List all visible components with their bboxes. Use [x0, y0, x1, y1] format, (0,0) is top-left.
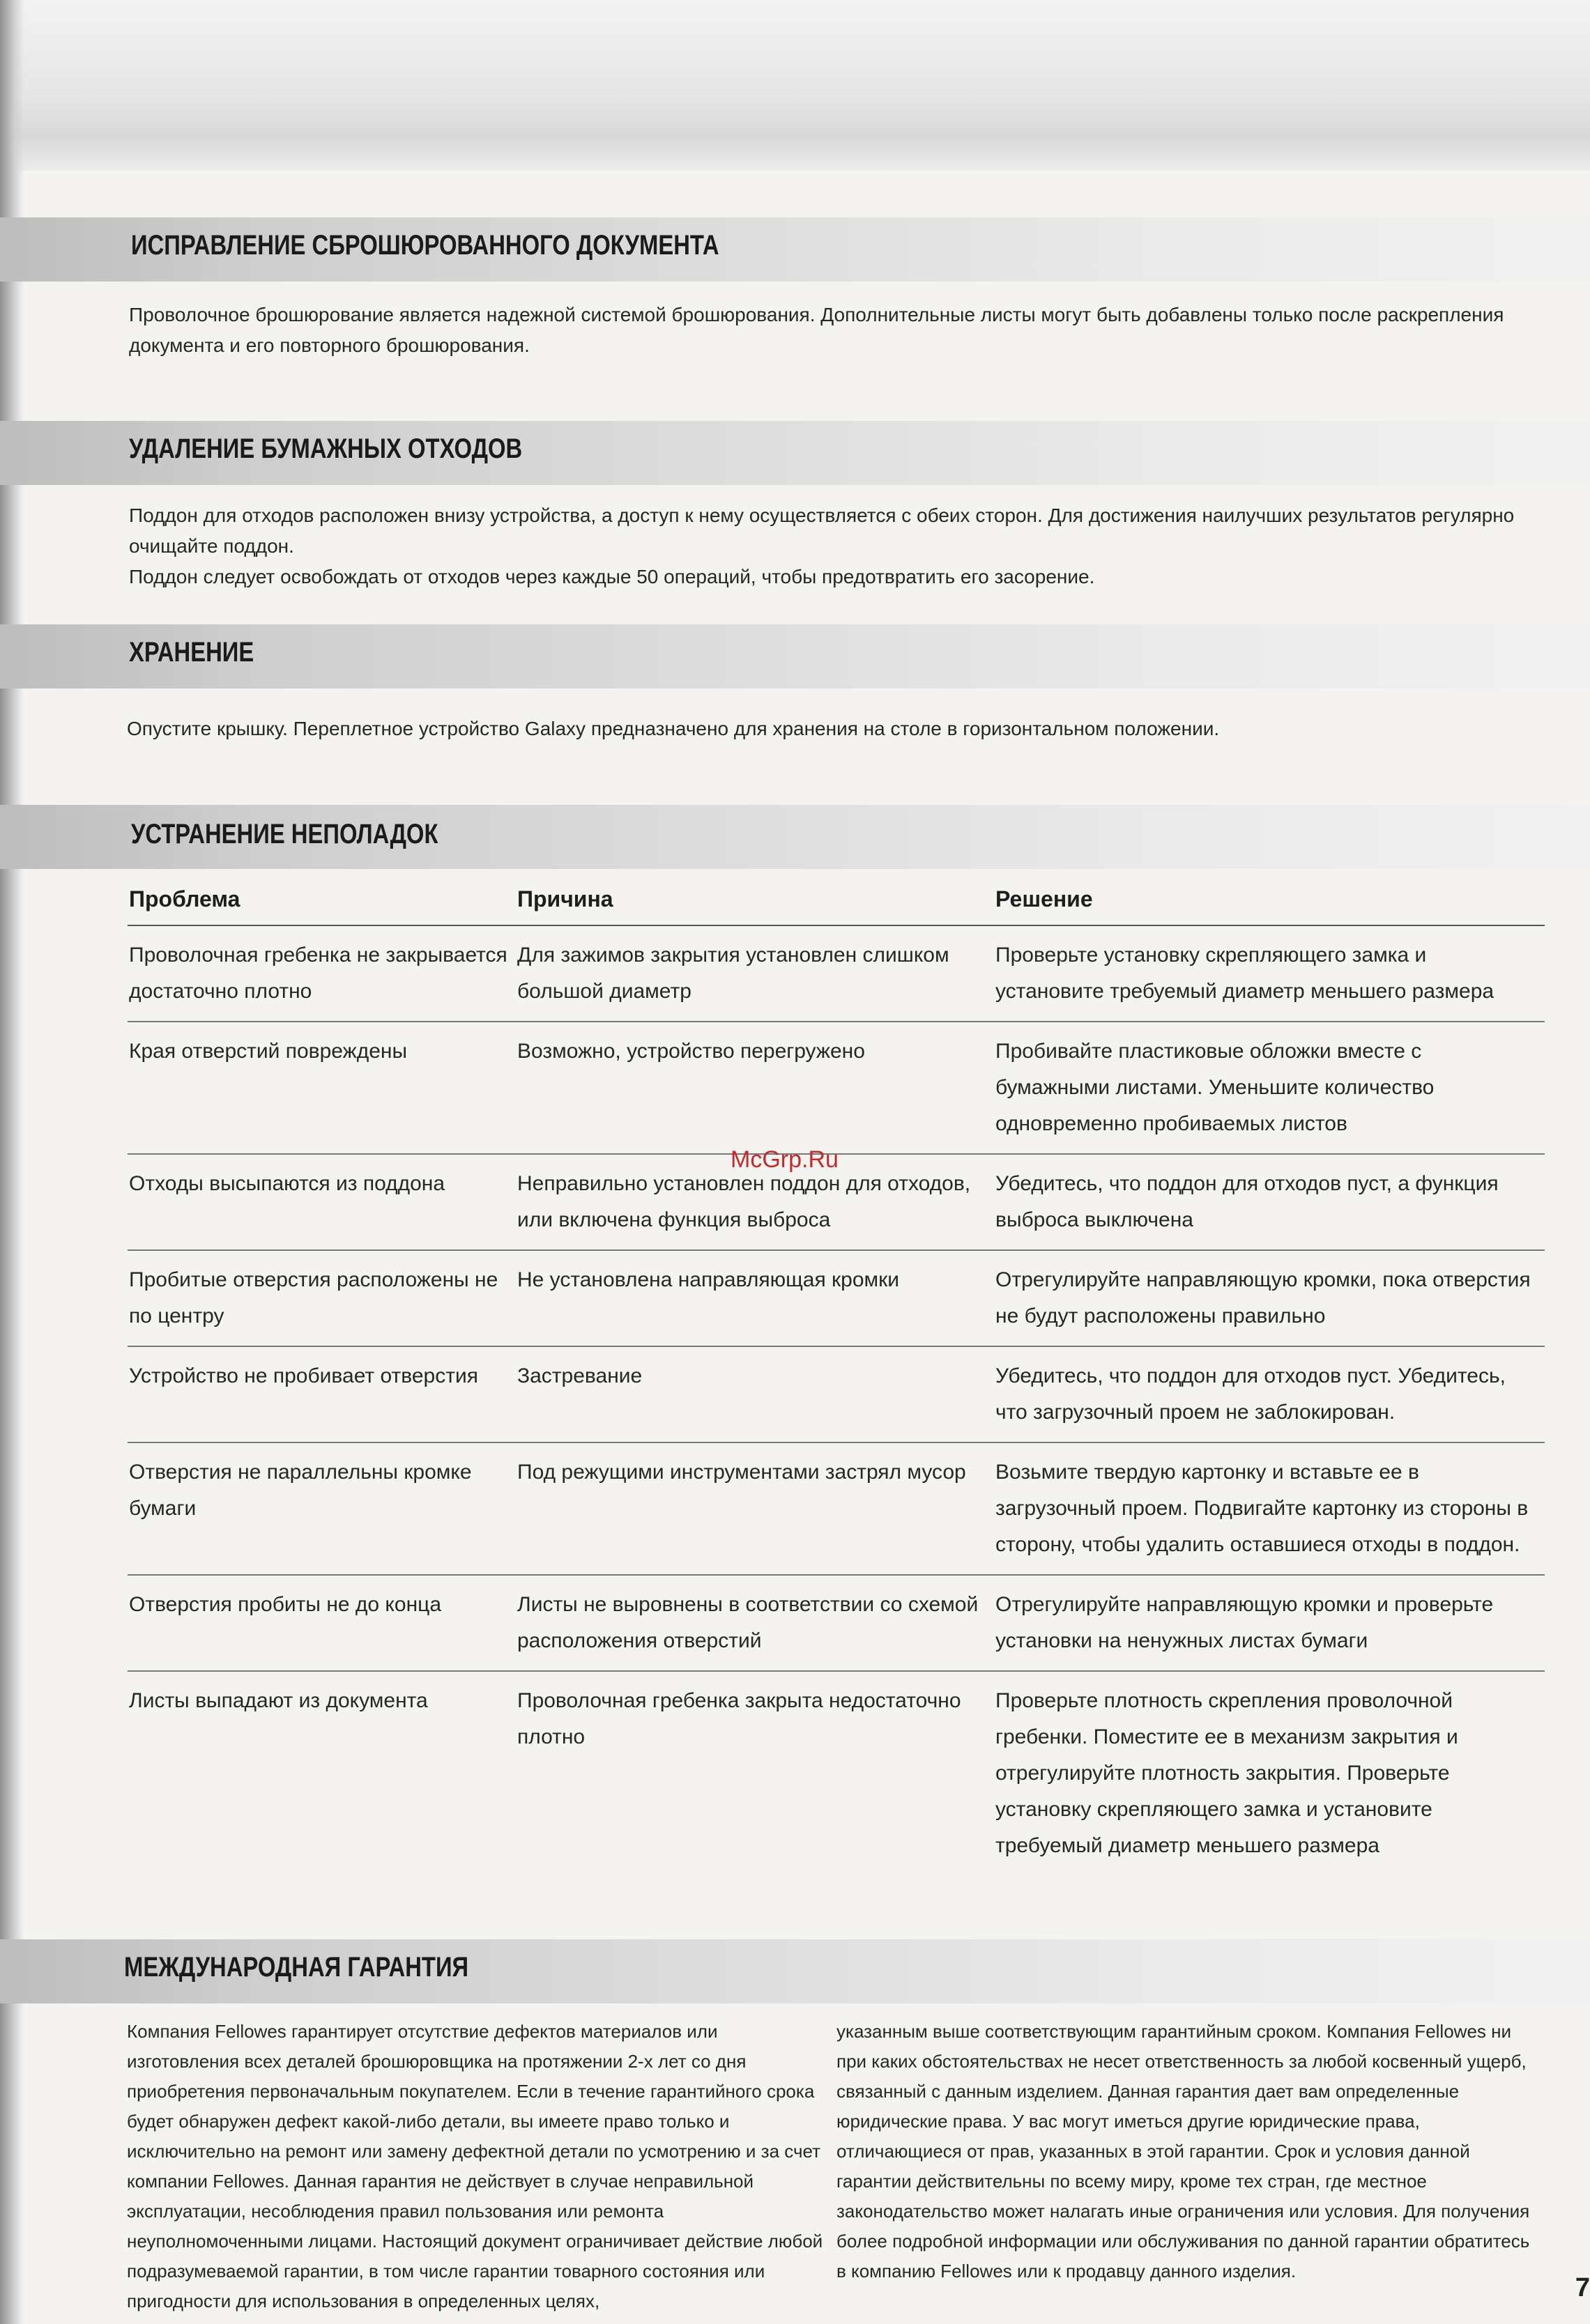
table-row [128, 1250, 1545, 1346]
cell-cause: Проволочная гребенка закрыта недостаточно плотно [517, 1689, 961, 1748]
cell-cause: Неправильно установлен поддон для отходов, или включена функция выброса [516, 1154, 994, 1250]
section-title-waste: УДАЛЕНИЕ БУМАЖНЫХ ОТХОДОВ [129, 433, 523, 464]
cell-problem: Устройство не пробивает отверстия [128, 1346, 516, 1442]
warranty-column-left: Компания Fellowes гарантирует отсутствие дефектов материалов или изготовления всех деталей брошюровщика на протяжении 2-х лет со дня приобретения первоначальным покупателем. Если в течение гарантийного срока будет обнаружен дефект какой-либо детали, вы имеете право только и исключительно на ремонт или замену дефектной детали по усмотрению и за счет компании Fellowes. Данная гарантия не действует в случае неправильной эксплуатации, несоблюдения правил пользования или ремонта неуполномоченными лицами. Настоящий документ ограничивает действие любой подразумеваемой гарантии, в том числе гарантии товарного состояния или пригодности для использования в определенных целях, [127, 2021, 823, 2311]
table-row [128, 1575, 1545, 1671]
table-row [128, 1671, 1545, 1875]
section-title-troubleshooting: УСТРАНЕНИЕ НЕПОЛАДОК [131, 819, 438, 849]
rebinding-text: Проволочное брошюрование является надежной системой брошюрования. Дополнительные листы могут быть добавлены только после раскрепления документа и его повторного брошюрования. [129, 304, 1504, 356]
cell-cause: Листы не выровнены в соответствии со схемой расположения отверстий [516, 1575, 994, 1671]
table-header-row [128, 880, 1545, 925]
cell-solution: Проверьте установку скрепляющего замка и установите требуемый диаметр меньшего размера [994, 925, 1545, 1022]
section-title-rebinding: ИСПРАВЛЕНИЕ СБРОШЮРОВАННОГО ДОКУМЕНТА [131, 230, 719, 261]
cell-solution: Пробивайте пластиковые обложки вместе с бумажными листами. Уменьшите количество одновременно пробиваемых листов [994, 1022, 1545, 1154]
cell-problem: Проволочная гребенка не закрывается достаточно плотно [128, 925, 516, 1022]
waste-text: Поддон для отходов расположен внизу устройства, а доступ к нему осуществляется с обеих сторон. Для достижения наилучших результатов регулярно очищайте поддон. Поддон следует освобождать от отходов через каждые 50 операций, чтобы предотвратить его засорение. [129, 505, 1515, 587]
cell-cause: Застревание [516, 1346, 994, 1442]
table-row [128, 1442, 1545, 1575]
section-title-warranty: МЕЖДУНАРОДНАЯ ГАРАНТИЯ [124, 1952, 469, 1983]
cell-cause: Под режущими инструментами застрял мусор [516, 1442, 994, 1575]
storage-text: Опустите крышку. Переплетное устройство Galaxy предназначено для хранения на столе в горизонтальном положении. [127, 718, 1220, 739]
table-row [128, 1022, 1545, 1154]
cell-cause: Возможно, устройство перегружено [516, 1022, 994, 1154]
section-title-storage: ХРАНЕНИЕ [129, 637, 254, 668]
troubleshooting-table [128, 880, 1545, 1875]
table-row [128, 925, 1545, 1022]
warranty-column-right: указанным выше соответствующим гарантийным сроком. Компания Fellowes ни при каких обстоятельствах не несет ответственность за любой косвенный ущерб, связанный с данным изделием. Данная гарантия дает вам определенные юридические права. У вас могут иметься другие юридические права, отличающиеся от прав, указанных в этой гарантии. Срок и условия данной гарантии действительны по всему миру, кроме тех стран, где местное законодательство может налагать иные ограничения или условия. Для получения более подробной информации или обслуживания по данной гарантии обратитесь в компанию Fellowes или к продавцу данного изделия. [836, 2021, 1530, 2281]
header-cause: Причина [516, 880, 994, 925]
cell-problem: Отходы высыпаются из поддона [128, 1154, 516, 1250]
cell-solution: Отрегулируйте направляющую кромки и проверьте установки на ненужных листах бумаги [994, 1575, 1545, 1671]
cell-problem: Края отверстий повреждены [128, 1022, 516, 1154]
header-problem: Проблема [128, 880, 516, 925]
cell-cause: Для зажимов закрытия установлен слишком большой диаметр [516, 925, 994, 1022]
cell-problem: Отверстия не параллельны кромке бумаги [128, 1442, 516, 1575]
header-solution: Решение [994, 880, 1545, 925]
cell-solution: Проверьте плотность скрепления проволочной гребенки. Поместите ее в механизм закрытия и отрегулируйте плотность закрытия. Проверьте установку скрепляющего замка и установите требуемый диаметр меньшего размера [995, 1689, 1458, 1857]
watermark: McGrp.Ru [731, 1146, 839, 1173]
cell-cause: Не установлена направляющая кромки [516, 1250, 994, 1346]
table-row [128, 1346, 1545, 1442]
cell-problem: Отверстия пробиты не до конца [128, 1575, 516, 1671]
page-number: 7 [1575, 2273, 1590, 2302]
cell-problem: Пробитые отверстия расположены не по центру [128, 1250, 516, 1346]
cell-solution: Убедитесь, что поддон для отходов пуст. Убедитесь, что загрузочный проем не заблокирован. [994, 1346, 1545, 1442]
cell-solution: Возьмите твердую картонку и вставьте ее в загрузочный проем. Подвигайте картонку из стороны в сторону, чтобы удалить оставшиеся отходы в поддон. [994, 1442, 1545, 1575]
cell-solution: Убедитесь, что поддон для отходов пуст, а функция выброса выключена [994, 1154, 1545, 1250]
cell-solution: Отрегулируйте направляющую кромки, пока отверстия не будут расположены правильно [994, 1250, 1545, 1346]
top-decorative-band [0, 0, 1590, 171]
cell-problem: Листы выпадают из документа [129, 1689, 428, 1712]
